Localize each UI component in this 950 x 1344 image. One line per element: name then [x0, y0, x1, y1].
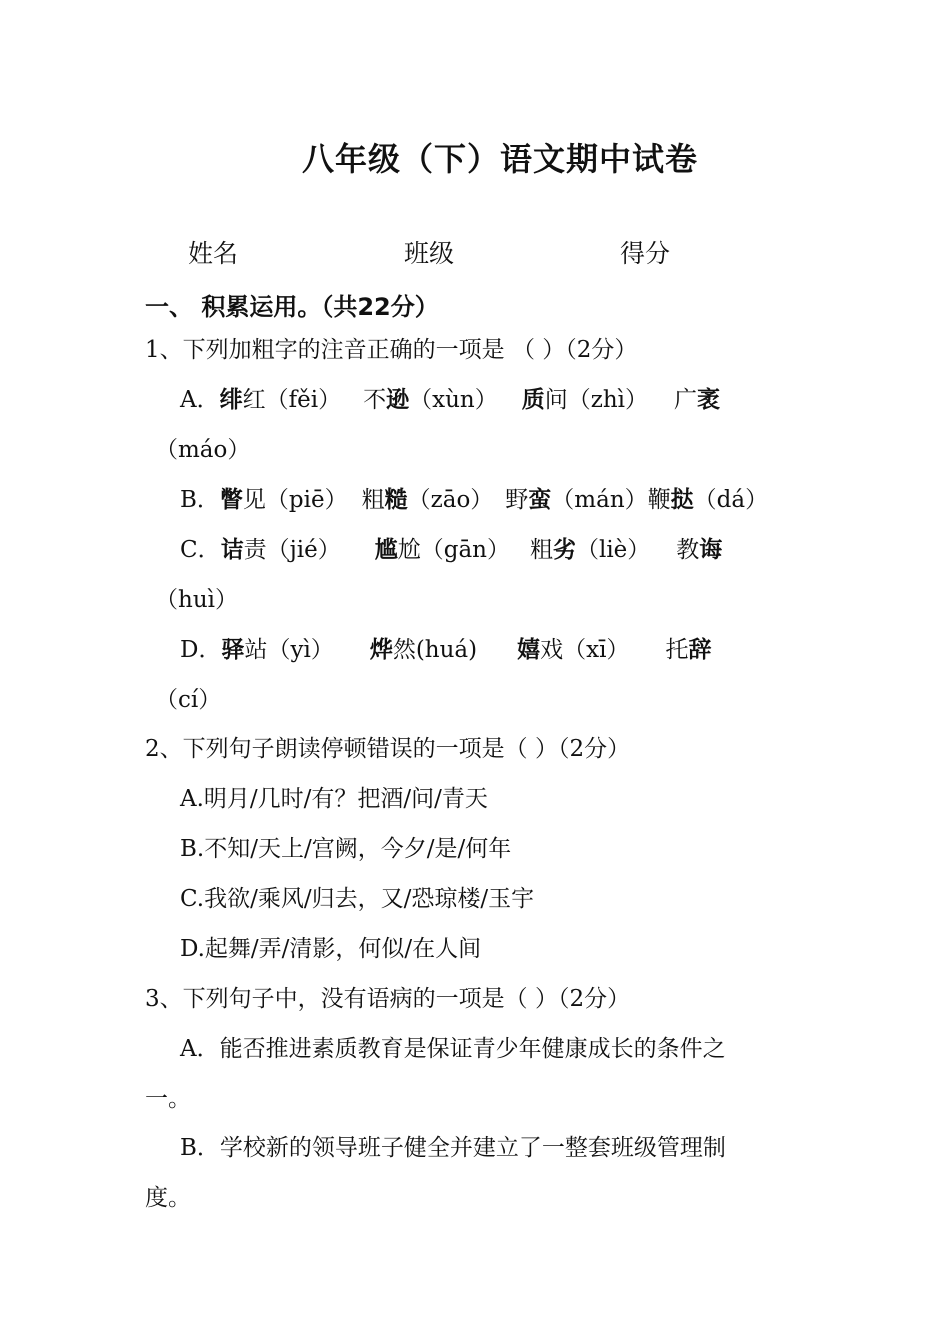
bold-char: 尴	[374, 537, 398, 563]
bold-char: 袤	[697, 387, 721, 413]
option-text: 教	[676, 537, 700, 563]
option-text: （zāo）	[407, 487, 494, 513]
q2-option-c: C.我欲/乘风/归去，又/恐琼楼/玉宇	[180, 886, 535, 912]
option-text: 责（jié）	[243, 537, 341, 563]
q1-option-b	[180, 489, 768, 512]
q1-option-a	[180, 389, 720, 412]
bold-char: 诲	[699, 537, 723, 563]
bold-char: 诘	[220, 537, 244, 563]
option-text: 红（fěi）	[242, 387, 342, 413]
q2-option-d: D.起舞/弄/清影，何似/在人间	[180, 936, 482, 962]
bold-char: 驿	[221, 637, 245, 663]
option-text: 站（yì）	[244, 637, 334, 663]
option-text: （liè）	[575, 537, 651, 563]
bold-char: 绯	[219, 387, 243, 413]
option-marker: D．	[180, 637, 222, 663]
bold-char: 糙	[384, 487, 408, 513]
score-label: 得分	[620, 239, 671, 268]
q3-option-a-wrap: 一。	[145, 1086, 191, 1112]
class-label: 班级	[404, 239, 455, 268]
bold-char: 嬉	[517, 637, 541, 663]
q1-option-d	[180, 639, 711, 662]
q1-option-a-wrap: （máo）	[155, 437, 251, 463]
bold-char: 质	[521, 387, 545, 413]
option-text: 粗	[361, 487, 385, 513]
option-marker: A．	[180, 387, 220, 413]
option-text: 然(huá)	[392, 637, 478, 663]
bold-char: 瞥	[219, 487, 243, 513]
option-text: 尬（gān）	[397, 537, 510, 563]
q1-option-c	[180, 539, 722, 562]
bold-char: 蛮	[528, 487, 552, 513]
q2-option-b: B.不知/天上/宫阙，今夕/是/何年	[180, 836, 512, 862]
bold-char: 劣	[552, 537, 576, 563]
option-text: （dá）	[693, 487, 769, 513]
option-marker: B．	[180, 487, 220, 513]
question-1-stem: 1、下列加粗字的注音正确的一项是 （ ）（2分）	[145, 337, 638, 363]
option-text: 野	[505, 487, 529, 513]
option-marker: C．	[180, 537, 221, 563]
option-text: 戏（xī）	[540, 637, 630, 663]
option-text: 不	[363, 387, 387, 413]
section-heading: 一、 积累运用。（共22分）	[145, 293, 439, 321]
question-3-stem: 3、下列句子中，没有语病的一项是（ ）（2分）	[145, 986, 631, 1012]
name-label: 姓名	[188, 239, 239, 268]
q3-option-b: B．学校新的领导班子健全并建立了一整套班级管理制	[180, 1135, 726, 1161]
q1-option-d-wrap: （cí）	[155, 687, 222, 713]
exam-title: 八年级（下）语文期中试卷	[301, 140, 698, 178]
option-text: 粗	[529, 537, 553, 563]
q1-option-c-wrap: （huì）	[155, 587, 238, 613]
bold-char: 烨	[369, 637, 393, 663]
option-text: （mán）鞭	[551, 487, 671, 513]
option-text: 托	[665, 637, 689, 663]
q3-option-b-wrap: 度。	[145, 1185, 191, 1211]
bold-char: 逊	[386, 387, 410, 413]
bold-char: 挞	[670, 487, 694, 513]
bold-char: 辞	[688, 637, 712, 663]
question-2-stem: 2、下列句子朗读停顿错误的一项是（ ）（2分）	[145, 736, 631, 762]
q3-option-a: A．能否推进素质教育是保证青少年健康成长的条件之	[180, 1036, 726, 1062]
option-text: （xùn）	[409, 387, 498, 413]
option-text: 问（zhì）	[544, 387, 649, 413]
option-text: 见（piē）	[242, 487, 348, 513]
q2-option-a: A.明月/几时/有？把酒/问/青天	[180, 786, 488, 812]
option-text: 广	[674, 387, 698, 413]
